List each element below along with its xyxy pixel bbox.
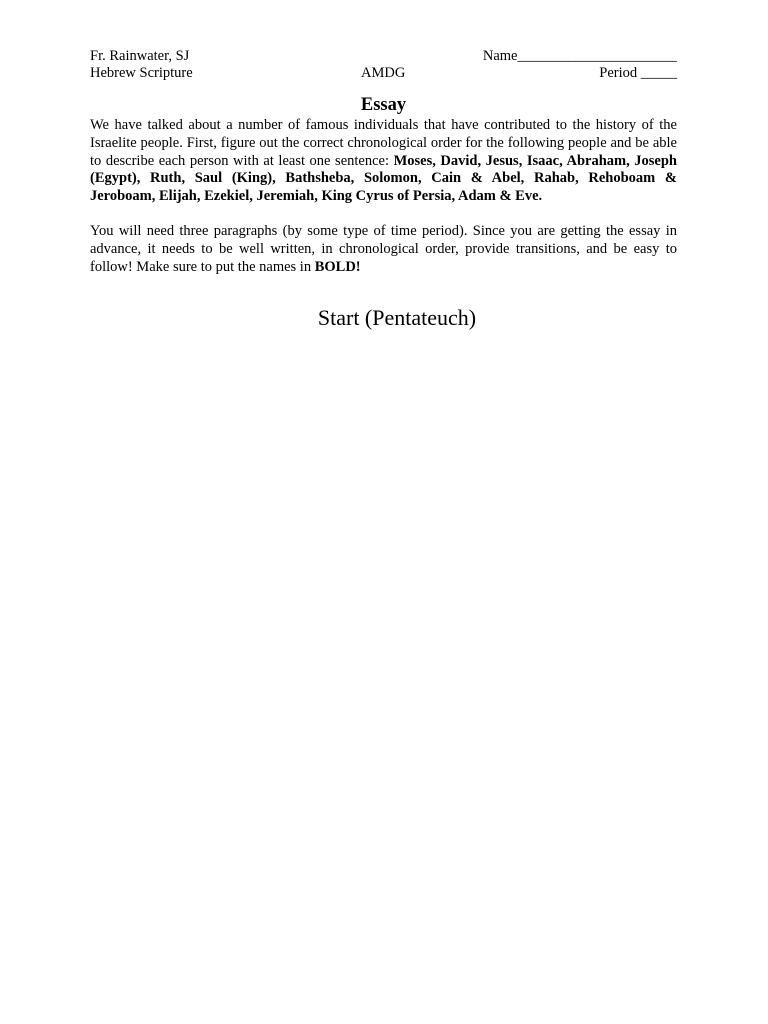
- bold-emphasis: BOLD!: [314, 258, 361, 275]
- teacher-name: Fr. Rainwater, SJ: [90, 48, 190, 64]
- header-row-2: [90, 64, 677, 82]
- header-row-1: [90, 47, 677, 65]
- instructions-paragraph: [90, 117, 677, 206]
- instructions-text: We have talked about a number of famous individuals that have contributed to the history of the Israelite people. First, figure out the correct chronological order for the following people and be able to describe each person with at least one sentence:: [90, 117, 677, 169]
- section-heading: Start (Pentateuch): [317, 305, 477, 330]
- page-title: Essay: [360, 95, 407, 115]
- period-field: Period _____: [599, 65, 677, 81]
- people-list: Moses, David, Jesus, Isaac, Abraham, Joseph (Egypt), Ruth, Saul (King), Bathsheba, Solomon, Cain & Abel, Rahab, Rehoboam & Jeroboam, Elijah, Ezekiel, Jeremiah, King Cyrus of Persia, Adam & Eve.: [90, 152, 677, 205]
- student-name-field: Name______________________: [482, 48, 677, 64]
- motto: AMDG: [361, 65, 406, 81]
- requirements-text: You will need three paragraphs (by some type of time period). Since you are getting the essay in advance, it needs to be well written, in chronological order, provide transitions, and be easy to follow! Make sure to put the names in: [90, 223, 677, 275]
- course-name: Hebrew Scripture: [90, 65, 193, 81]
- requirements-paragraph: [90, 223, 677, 276]
